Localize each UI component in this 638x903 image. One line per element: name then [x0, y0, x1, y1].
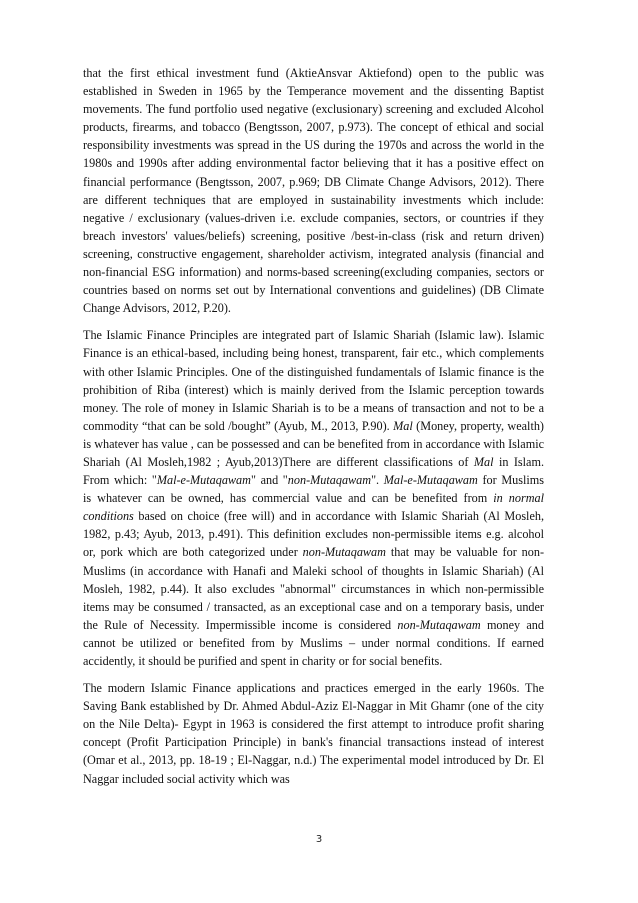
- paragraph-islamic-finance-principles: [83, 326, 544, 670]
- italic-term: non-Mutaqawam: [302, 545, 386, 560]
- page-number: 3: [315, 834, 323, 845]
- document-body: [83, 64, 544, 797]
- text-run: that the first ethical investment fund (AktieAnsvar Aktiefond) open to the public was established in Sweden in 1965 by the Temperance movement and the dissenting Baptist movements. The fund portfolio used negative (exclusionary) screening and excluded Alcohol products, firearms, and tobacco (Bengtsson, 2007, p.973). The concept of ethical and social responsibility investments was spread in the US during the 1970s and across the world in the 1980s and 1990s after adding environmental factor believing that it has a positive effect on financial performance (Bengtsson, 2007, p.969; DB Climate Change Advisors, 2012). There are different techniques that are employed in sustainability investments which include: negative / exclusionary (values-driven i.e. exclude companies, sectors, or countries if they breach investors' values/beliefs) screening, positive /best-in-class (risk and return driven) screening, constructive engagement, shareholder activism, integrated analysis (financial and non-financial ESG information) and norms-based screening(excluding companies, sectors or countries based on norms set out by International conventions and guidelines) (DB Climate Change Advisors, 2012, P.20).: [83, 66, 544, 316]
- text-run: The Islamic Finance Principles are integrated part of Islamic Shariah (Islamic law). Islamic Finance is an ethical-based, including being honest, transparent, fair etc., which complements with other Islamic Principles. One of the distinguished fundamentals of Islamic finance is the prohibition of Riba (interest) which is mainly derived from the Islamic perception towards money. The role of money in Islamic Shariah is to be a means of transaction and not to be a commodity “that can be sold /bought” (Ayub, M., 2013, P.90).: [83, 328, 544, 433]
- text-run: " and ": [250, 473, 288, 488]
- paragraph-modern-islamic-finance: [83, 679, 544, 788]
- text-run: (Money, property, wealth) is whatever has value , can be possessed and can be benefited from in accordance with Islamic Shariah (Al Mosleh,1982 ; Ayub,2013)There are different classifications of: [83, 418, 544, 469]
- text-run: The modern Islamic Finance applications and practices emerged in the early 1960s. The Saving Bank established by Dr. Ahmed Abdul-Aziz El-Naggar in Mit Ghamr (one of the city on the Nile Delta)- Egypt in 1963 is considered the first attempt to introduce profit sharing concept (Profit Participation Principle) in bank's financial transactions instead of interest (Omar et al., 2013, pp. 18-19 ; El-Naggar, n.d.) The experimental model introduced by Dr. El Naggar included social activity which was: [83, 681, 544, 786]
- text-run: money and cannot be utilized or benefited from by Muslims – under normal conditions. If earned accidently, it should be purified and spent in charity or for social benefits.: [83, 617, 544, 668]
- italic-term: in normal conditions: [83, 491, 544, 524]
- italic-term: non-Mutaqawam: [397, 617, 481, 632]
- italic-term: Mal: [473, 454, 494, 469]
- italic-term: Mal: [393, 418, 413, 433]
- text-run: that may be valuable for non-Muslims (in accordance with Hanafi and Maleki school of thoughts in Islamic Shariah) (Al Mosleh, 1982, p.44). It also excludes "abnormal" circumstances in which non-permissible items may be consumed / transacted, as an exceptional case and on a temporary basis, under the Rule of Necessity. Impermissible income is considered: [83, 545, 545, 632]
- text-run: in Islam. From which: ": [83, 454, 544, 488]
- text-run: ".: [371, 473, 384, 488]
- text-run: for Muslims is whatever can be owned, has commercial value and can be benefited from: [83, 473, 544, 506]
- text-run: based on choice (free will) and in accordance with Islamic Shariah (Al Mosleh, 1982, p.43; Ayub, 2013, p.491). This definition excludes non-permissible items e.g. alcohol or, pork which are both categorized under: [83, 509, 544, 560]
- italic-term: Mal-e-Mutaqawam: [383, 473, 478, 488]
- paragraph-ethical-investment: [83, 64, 544, 317]
- italic-term: non-Mutaqawam: [287, 473, 372, 488]
- italic-term: Mal-e-Mutaqawam: [156, 473, 251, 488]
